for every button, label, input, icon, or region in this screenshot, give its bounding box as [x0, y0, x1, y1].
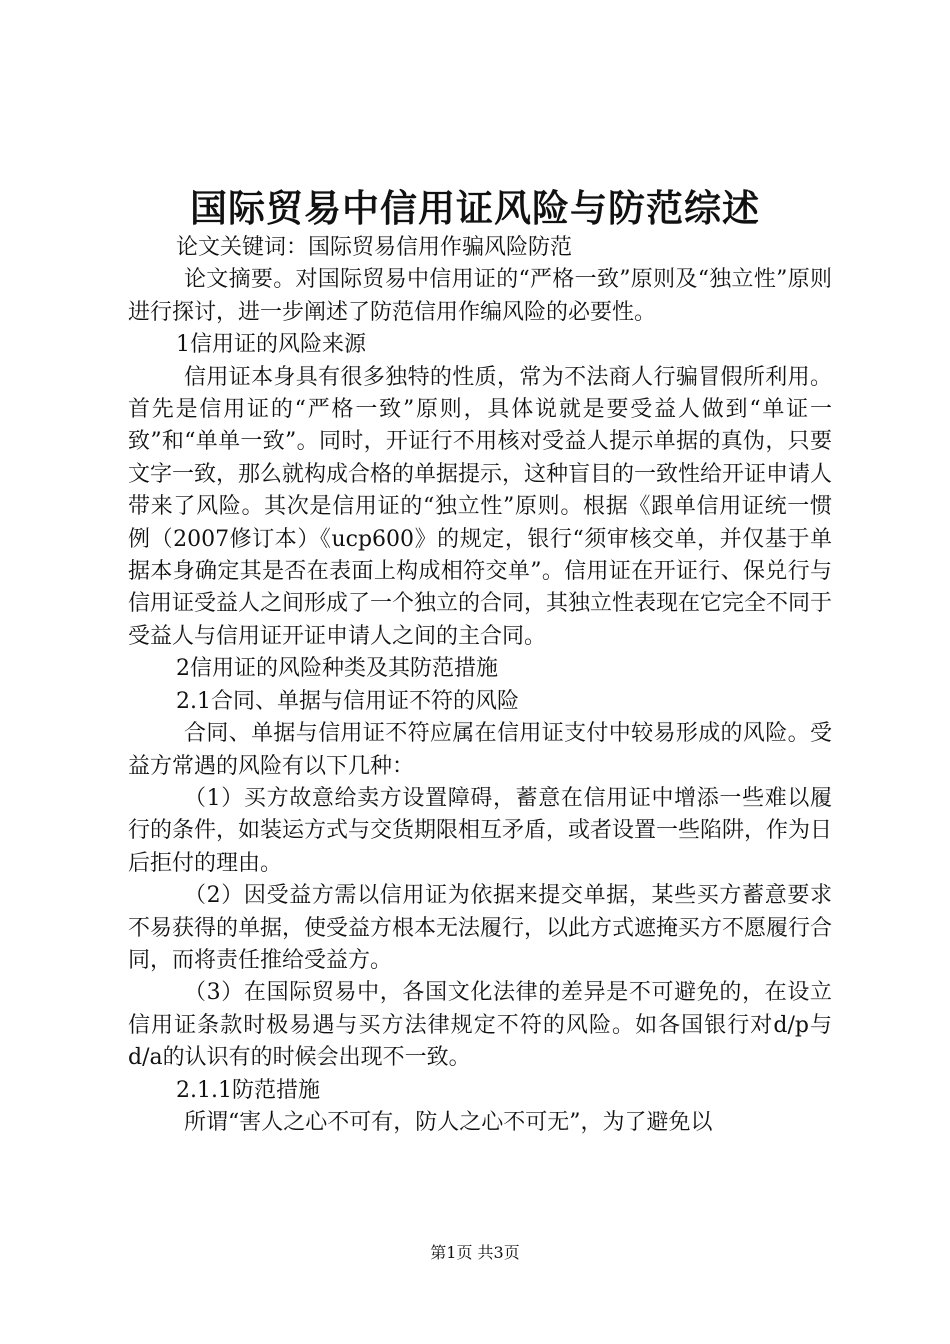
- section-heading-2: 2信用证的风险种类及其防范措施: [176, 656, 498, 682]
- list-item: （1）买方故意给卖方设置障碍，蓄意在信用证中增添一些难以履行的条件，如装运方式与交货期限相互矛盾，或者设置一些陷阱，作为日后拒付的理由。: [128, 785, 833, 876]
- page-number-footer: 第1页 共3页: [430, 1243, 520, 1262]
- list-item: （2）因受益方需以信用证为依据来提交单据，某些买方蓄意要求不易获得的单据，使受益方根本无法履行，以此方式遮掩买方不愿履行合同，而将责任推给受益方。: [128, 883, 833, 973]
- keywords-line: 论文关键词：国际贸易信用作骗风险防范: [176, 235, 573, 260]
- section-heading-1: 1信用证的风险来源: [176, 332, 366, 358]
- subsection-heading-2-1: 2.1合同、单据与信用证不符的风险: [176, 688, 519, 714]
- body-paragraph: 合同、单据与信用证不符应属在信用证支付中较易形成的风险。受益方常遇的风险有以下几种：: [128, 721, 832, 779]
- body-paragraph: 信用证本身具有很多独特的性质，常为不法商人行骗冒假所利用。首先是信用证的“严格一致”原则，具体说就是要受益人做到“单证一致”和“单单一致”。同时，开证行不用核对受益人提示单据的真伪，只要文字一致，那么就构成合格的单据提示，这种盲目的一致性给开证申请人带来了风险。其次是信用证的“独立性”原则。根据《跟单信用证统一惯例（2007修订本）《ucp600》的规定，银行“须审核交单，并仅基于单据本身确定其是否在表面上构成相符交单”。信用证在开证行、保兑行与信用证受益人之间形成了一个独立的合同，其独立性表现在它完全不同于受益人与信用证开证申请人之间的主合同。: [128, 364, 833, 649]
- abstract-paragraph: 论文摘要。对国际贸易中信用证的“严格一致”原则及“独立性”原则进行探讨，进一步阐述了防范信用作编风险的必要性。: [128, 267, 832, 325]
- body-paragraph: 所谓“害人之心不可有，防人之心不可无”，为了避免以: [184, 1109, 713, 1135]
- document-body: [128, 232, 832, 1139]
- document-title: 国际贸易中信用证风险与防范综述: [190, 187, 760, 230]
- subsection-heading-2-1-1: 2.1.1防范措施: [176, 1077, 320, 1103]
- list-item: （3）在国际贸易中，各国文化法律的差异是不可避免的，在设立信用证条款时极易遇与买方法律规定不符的风险。如各国银行对d/p与d/a的认识有的时候会出现不一致。: [128, 980, 832, 1071]
